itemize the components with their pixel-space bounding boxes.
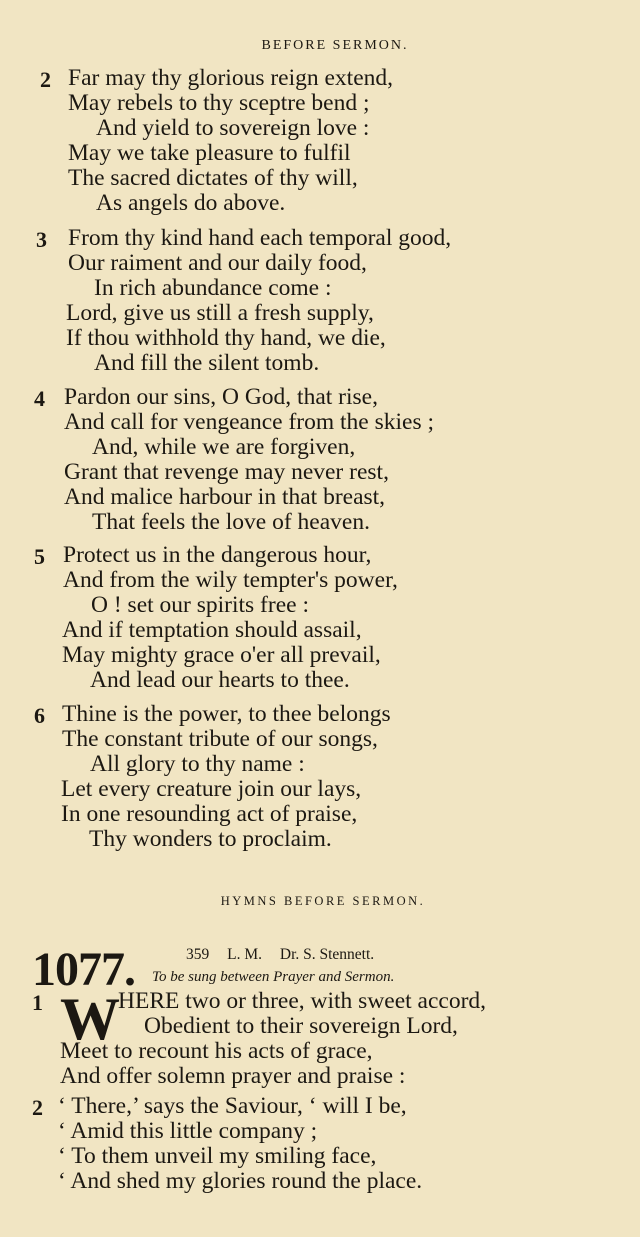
meter: L. M. [227, 946, 262, 963]
verse-line: Thine is the power, to thee belongs [62, 701, 391, 727]
stanza-number: 5 [34, 544, 45, 569]
hymn-subtitle: To be sung between Prayer and Sermon. [152, 969, 395, 985]
verse-line: ‘ And shed my glories round the place. [58, 1168, 423, 1194]
verse-line: Thy wonders to proclaim. [89, 826, 332, 852]
verse-line: As angels do above. [96, 190, 286, 216]
stanza-number: 1 [32, 990, 43, 1015]
author: Dr. S. Stennett. [279, 946, 375, 963]
verse-line: And from the wily tempter's power, [63, 567, 398, 593]
stanza-number: 4 [34, 386, 45, 411]
verse-line: Obedient to their sovereign Lord, [144, 1013, 458, 1039]
verse-line: Lord, give us still a fresh supply, [66, 300, 374, 326]
verse-line: From thy kind hand each temporal good, [68, 225, 452, 251]
verse-line: If thou withhold thy hand, we die, [66, 325, 386, 351]
verse-line: ‘ To them unveil my smiling face, [58, 1143, 377, 1169]
hymn-number: 1077. [32, 943, 135, 996]
verse-line: The sacred dictates of thy will, [68, 165, 358, 191]
verse-line: Let every creature join our lays, [61, 776, 362, 802]
verse-line: ‘ Amid this little company ; [58, 1118, 318, 1144]
verse-line: And yield to sovereign love : [96, 115, 370, 141]
hymn-meta [186, 946, 388, 964]
verse-line: That feels the love of heaven. [92, 509, 370, 535]
verse-line: Grant that revenge may never rest, [64, 459, 389, 485]
verse-line: Pardon our sins, O God, that rise, [64, 384, 378, 410]
stanza-number: 2 [32, 1095, 43, 1120]
running-head: BEFORE SERMON. [261, 38, 409, 53]
verse-line: And lead our hearts to thee. [90, 667, 350, 693]
verse-line: And if temptation should assail, [62, 617, 362, 643]
verse-line: In one resounding act of praise, [61, 801, 358, 827]
stanza-number: 6 [34, 703, 45, 728]
verse-line: HERE two or three, with sweet accord, [118, 988, 487, 1014]
tune-number: 359 [186, 946, 210, 963]
section-head: HYMNS BEFORE SERMON. [220, 894, 426, 908]
verse-line: ‘ There,’ says the Saviour, ‘ will I be, [58, 1093, 407, 1119]
stanza-number: 2 [40, 67, 51, 92]
verse-line: All glory to thy name : [90, 751, 305, 777]
verse-line: And malice harbour in that breast, [64, 484, 386, 510]
verse-line: Meet to recount his acts of grace, [60, 1038, 373, 1064]
verse-line: And offer solemn prayer and praise : [60, 1063, 406, 1089]
verse-line: And, while we are forgiven, [92, 434, 356, 460]
verse-line: And call for vengeance from the skies ; [64, 409, 434, 435]
verse-line: The constant tribute of our songs, [62, 726, 378, 752]
verse-line: May we take pleasure to fulfil [68, 140, 351, 166]
verse-line: Our raiment and our daily food, [68, 250, 367, 276]
drop-cap: W [60, 986, 120, 1052]
verse-line: May rebels to thy sceptre bend ; [68, 90, 370, 116]
verse-line: In rich abundance come : [94, 275, 332, 301]
verse-line: Protect us in the dangerous hour, [63, 542, 372, 568]
verse-line: O ! set our spirits free : [91, 592, 309, 618]
verse-line: And fill the silent tomb. [94, 350, 320, 376]
verse-line: May mighty grace o'er all prevail, [62, 642, 381, 668]
verse-line: Far may thy glorious reign extend, [68, 65, 394, 91]
stanza-number: 3 [36, 227, 47, 252]
